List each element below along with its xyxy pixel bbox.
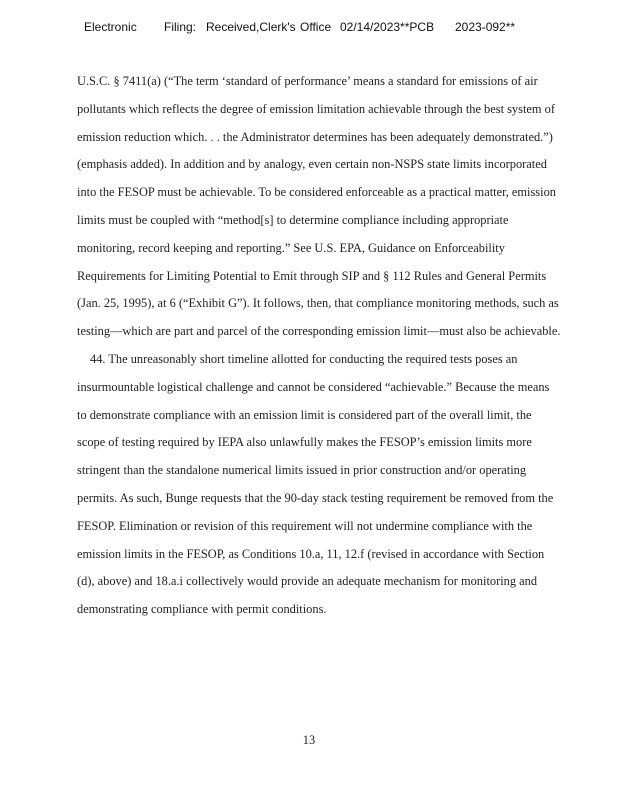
body-line: to demonstrate compliance with an emission limit is considered part of the overall limit, the	[77, 407, 532, 422]
body-line: U.S.C. § 7411(a) (“The term ‘standard of performance’ means a standard for emissions of air	[77, 74, 538, 88]
body-line: FESOP. Elimination or revision of this requirement will not undermine compliance with the	[77, 518, 533, 533]
document-body	[77, 68, 577, 624]
body-line: demonstrating compliance with permit conditions.	[77, 602, 327, 617]
body-line: into the FESOP must be achievable. To be considered enforceable as a practical matter, emission	[77, 185, 556, 200]
filing-header	[84, 20, 554, 36]
body-line: limits must be coupled with “method[s] to determine compliance including appropriate	[77, 212, 509, 227]
page-number: 13	[302, 733, 316, 747]
body-line: emission limits in the FESOP, as Conditions 10.a, 11, 12.f (revised in accordance with Section	[77, 546, 545, 561]
body-line: stringent than the standalone numerical limits issued in prior construction and/or operating	[77, 463, 527, 478]
body-line: Requirements for Limiting Potential to Emit through SIP and § 112 Rules and General Permits	[77, 268, 547, 283]
header-case-number: 2023-092**	[455, 20, 516, 34]
body-line: scope of testing required by IEPA also unlawfully makes the FESOP’s emission limits more	[77, 435, 532, 450]
body-line: pollutants which reflects the degree of emission limitation achievable through the best system of	[77, 101, 555, 116]
body-line: (d), above) and 18.a.i collectively would provide an adequate mechanism for monitoring and	[77, 574, 538, 589]
body-line: insurmountable logistical challenge and cannot be considered “achievable.” Because the means	[77, 379, 550, 394]
header-date-pcb: 02/14/2023**PCB	[340, 20, 435, 34]
paragraph-44-start: 44. The unreasonably short timeline allotted for conducting the required tests poses an	[90, 351, 518, 366]
body-line: (Jan. 25, 1995), at 6 (“Exhibit G”). It follows, then, that compliance monitoring methods, such as	[77, 296, 559, 311]
body-line: permits. As such, Bunge requests that the 90-day stack testing requirement be removed from the	[77, 490, 554, 505]
body-line: monitoring, record keeping and reporting.” See U.S. EPA, Guidance on Enforceability	[77, 240, 505, 255]
body-line: testing—which are part and parcel of the corresponding emission limit—must also be achievable.	[77, 324, 561, 339]
header-received-clerks: Received,Clerk's	[206, 20, 296, 34]
header-electronic: Electronic	[84, 20, 137, 34]
body-line: emission reduction which. . . the Administrator determines has been adequately demonstrated.”)	[77, 129, 553, 144]
header-filing: Filing:	[164, 20, 197, 34]
body-line: (emphasis added). In addition and by analogy, even certain non-NSPS state limits incorporated	[77, 157, 547, 172]
header-office: Office	[300, 20, 332, 34]
